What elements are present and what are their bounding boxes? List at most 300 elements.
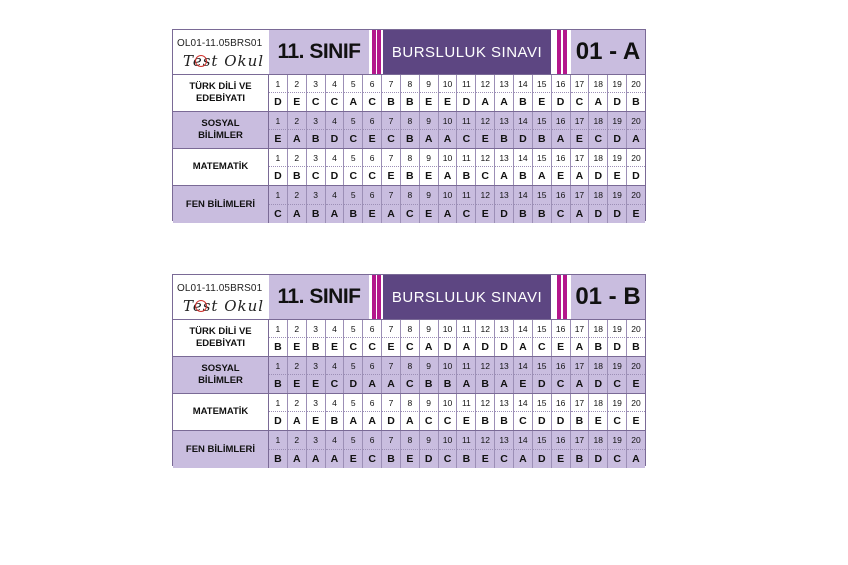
answer-cell: D	[420, 450, 439, 469]
question-number: 10	[439, 149, 458, 167]
answer-cell: C	[307, 167, 326, 185]
question-number: 19	[608, 149, 627, 167]
answer-key-card-b	[172, 274, 646, 466]
subject-name-line: TÜRK DİLİ VE	[189, 326, 252, 337]
answer-grid	[269, 112, 645, 148]
answer-cell: C	[495, 450, 514, 469]
question-number: 17	[571, 431, 590, 450]
subject-name	[173, 320, 269, 356]
answer-cell: B	[269, 375, 288, 393]
answer-cell: D	[269, 412, 288, 430]
answer-row	[269, 93, 645, 111]
code-box	[173, 275, 270, 319]
question-number: 12	[476, 186, 495, 205]
subject-name-line: FEN BİLİMLERİ	[185, 443, 256, 455]
question-number: 9	[420, 112, 439, 130]
answer-cell: E	[382, 338, 401, 356]
answer-cell: A	[363, 375, 382, 393]
question-number: 15	[533, 186, 552, 205]
answer-cell: B	[495, 412, 514, 430]
divider-stripe	[372, 30, 376, 74]
answer-cell: C	[344, 338, 363, 356]
subject-name	[173, 75, 269, 111]
answer-cell: A	[288, 450, 307, 469]
answer-cell: E	[476, 130, 495, 148]
question-number: 12	[476, 112, 495, 130]
logo-ring-icon	[195, 300, 207, 312]
question-number: 10	[439, 75, 458, 93]
answer-cell: E	[608, 167, 627, 185]
subject-row	[173, 149, 645, 186]
answer-cell: C	[552, 375, 571, 393]
answer-cell: C	[514, 412, 533, 430]
question-number-row	[269, 320, 645, 338]
question-number: 8	[401, 149, 420, 167]
answer-cell: C	[608, 412, 627, 430]
subject-name	[173, 112, 269, 148]
answer-key-card-a	[172, 29, 646, 221]
question-number: 12	[476, 431, 495, 450]
answer-grid	[269, 149, 645, 185]
question-number: 4	[326, 394, 345, 412]
subject-name-line: SOSYAL	[201, 363, 240, 374]
answer-row	[269, 167, 645, 185]
answer-cell: A	[589, 93, 608, 111]
question-number: 2	[288, 320, 307, 338]
answer-cell: E	[363, 130, 382, 148]
question-number: 19	[608, 320, 627, 338]
answer-cell: C	[326, 375, 345, 393]
answer-cell: E	[632, 415, 640, 427]
question-number: 13	[495, 357, 514, 375]
question-number: 3	[307, 357, 326, 375]
answer-cell: A	[571, 205, 590, 224]
school-logo: Test Okul	[183, 52, 265, 70]
question-number: 18	[589, 320, 608, 338]
question-number: 1	[269, 320, 288, 338]
answer-cell: E	[307, 375, 326, 393]
question-number: 5	[344, 112, 363, 130]
answer-cell: D	[608, 130, 627, 148]
question-number: 12	[476, 394, 495, 412]
question-number: 8	[401, 431, 420, 450]
question-number: 2	[288, 186, 307, 205]
answer-cell: C	[457, 130, 476, 148]
question-number: 14	[514, 112, 533, 130]
question-number: 13	[495, 112, 514, 130]
question-number: 9	[420, 320, 439, 338]
answer-cell: B	[514, 205, 533, 224]
answer-cell: E	[288, 338, 307, 356]
answer-cell: C	[439, 450, 458, 469]
question-number: 14	[514, 149, 533, 167]
answer-cell: A	[439, 130, 458, 148]
subject-name	[173, 431, 269, 468]
question-number: 10	[439, 112, 458, 130]
question-number: 8	[401, 394, 420, 412]
question-number: 13	[495, 75, 514, 93]
answer-cell: E	[420, 205, 439, 224]
question-number: 3	[307, 75, 326, 93]
answer-cell: A	[632, 133, 640, 145]
question-number: 12	[476, 320, 495, 338]
divider-stripe	[377, 275, 381, 319]
answer-cell: B	[307, 338, 326, 356]
card-header	[173, 30, 645, 75]
answer-cell: C	[344, 130, 363, 148]
answer-cell: E	[476, 450, 495, 469]
subject-row	[173, 112, 645, 149]
question-number: 5	[344, 149, 363, 167]
answer-cell: A	[571, 375, 590, 393]
answer-cell: D	[608, 338, 627, 356]
answer-cell: D	[608, 205, 627, 224]
subject-row	[173, 357, 645, 394]
question-number: 17	[571, 112, 590, 130]
question-number: 4	[326, 431, 345, 450]
question-number: 10	[439, 431, 458, 450]
answer-cell: A	[495, 375, 514, 393]
question-number: 1	[269, 357, 288, 375]
answer-cell: D	[344, 375, 363, 393]
question-number: 3	[307, 186, 326, 205]
booklet-code: OL01-11.05BRS01	[177, 38, 263, 49]
answer-cell: A	[288, 205, 307, 224]
subject-row	[173, 394, 645, 431]
booklet-type: 01 - A	[571, 30, 645, 74]
answer-grid	[269, 186, 645, 223]
answer-cell: B	[514, 167, 533, 185]
question-number-row	[269, 149, 645, 167]
grade-label: 11. SINIF	[269, 30, 369, 74]
question-number: 9	[420, 75, 439, 93]
answer-cell: C	[363, 167, 382, 185]
question-number: 19	[608, 186, 627, 205]
question-number: 20	[627, 75, 645, 93]
answer-cell: A	[382, 375, 401, 393]
question-number: 7	[382, 394, 401, 412]
subject-rows	[173, 320, 645, 468]
answer-cell: A	[552, 130, 571, 148]
answer-cell: C	[401, 338, 420, 356]
question-number: 8	[401, 186, 420, 205]
answer-row	[269, 412, 645, 430]
answer-cell: C	[401, 375, 420, 393]
question-number: 16	[552, 112, 571, 130]
question-number: 7	[382, 186, 401, 205]
answer-cell: A	[420, 130, 439, 148]
question-number: 16	[552, 320, 571, 338]
answer-cell: A	[514, 450, 533, 469]
school-logo: Test Okul	[183, 297, 265, 315]
answer-row	[269, 338, 645, 356]
answer-cell: B	[307, 130, 326, 148]
question-number: 3	[307, 431, 326, 450]
answer-cell: A	[382, 205, 401, 224]
question-number: 9	[420, 186, 439, 205]
question-number: 16	[552, 357, 571, 375]
answer-cell: D	[533, 450, 552, 469]
question-number: 12	[476, 357, 495, 375]
answer-cell: A	[495, 93, 514, 111]
answer-cell: A	[439, 167, 458, 185]
question-number: 6	[363, 186, 382, 205]
answer-cell: E	[288, 375, 307, 393]
answer-grid	[269, 357, 645, 393]
answer-cell: E	[476, 205, 495, 224]
question-number: 5	[344, 320, 363, 338]
answer-cell: B	[401, 167, 420, 185]
booklet-type: 01 - B	[571, 275, 645, 319]
question-number: 17	[571, 394, 590, 412]
question-number: 20	[627, 394, 645, 412]
question-number: 18	[589, 149, 608, 167]
question-number: 7	[382, 75, 401, 93]
question-number: 4	[326, 112, 345, 130]
subject-name	[173, 357, 269, 393]
question-number: 6	[363, 357, 382, 375]
answer-cell: A	[307, 450, 326, 469]
question-number: 6	[363, 75, 382, 93]
question-number: 12	[476, 75, 495, 93]
logo-ring-icon	[195, 55, 207, 67]
question-number: 18	[589, 112, 608, 130]
question-number: 13	[495, 186, 514, 205]
question-number: 20	[627, 186, 645, 205]
answer-cell: A	[533, 167, 552, 185]
answer-cell: B	[288, 167, 307, 185]
question-number: 6	[363, 320, 382, 338]
answer-cell: B	[533, 205, 552, 224]
answer-cell: A	[344, 412, 363, 430]
divider-stripe	[557, 30, 561, 74]
answer-cell: D	[552, 93, 571, 111]
question-number: 17	[571, 320, 590, 338]
code-box	[173, 30, 270, 74]
answer-cell: B	[457, 450, 476, 469]
answer-cell: B	[439, 375, 458, 393]
question-number: 14	[514, 357, 533, 375]
answer-cell: A	[439, 205, 458, 224]
answer-cell: B	[476, 412, 495, 430]
question-number: 2	[288, 112, 307, 130]
answer-cell: D	[439, 338, 458, 356]
answer-cell: E	[344, 450, 363, 469]
question-number: 9	[420, 394, 439, 412]
question-number-row	[269, 431, 645, 450]
answer-cell: C	[326, 93, 345, 111]
answer-cell: C	[571, 93, 590, 111]
answer-cell: E	[632, 378, 640, 390]
question-number: 1	[269, 75, 288, 93]
question-number: 5	[344, 75, 363, 93]
answer-cell: A	[401, 412, 420, 430]
subject-row	[173, 431, 645, 468]
question-number: 17	[571, 149, 590, 167]
question-number: 11	[457, 357, 476, 375]
question-number: 17	[571, 75, 590, 93]
question-number: 16	[552, 394, 571, 412]
question-number: 4	[326, 149, 345, 167]
booklet-code: OL01-11.05BRS01	[177, 283, 263, 294]
answer-cell: A	[495, 167, 514, 185]
question-number: 3	[307, 320, 326, 338]
question-number: 3	[307, 394, 326, 412]
answer-grid	[269, 394, 645, 430]
answer-cell: B	[571, 450, 590, 469]
divider-stripe	[563, 30, 567, 74]
question-number: 18	[589, 394, 608, 412]
question-number: 7	[382, 149, 401, 167]
answer-cell: D	[495, 338, 514, 356]
question-number: 5	[344, 431, 363, 450]
answer-cell: A	[363, 412, 382, 430]
question-number-row	[269, 75, 645, 93]
answer-cell: E	[363, 205, 382, 224]
question-number: 2	[288, 431, 307, 450]
answer-cell: C	[608, 375, 627, 393]
answer-cell: A	[632, 452, 640, 465]
answer-cell: C	[363, 93, 382, 111]
question-number: 14	[514, 186, 533, 205]
question-number: 18	[589, 75, 608, 93]
answer-cell: E	[420, 167, 439, 185]
question-number: 20	[627, 320, 645, 338]
subject-name	[173, 394, 269, 430]
question-number: 5	[344, 186, 363, 205]
question-number: 19	[608, 431, 627, 450]
question-number: 16	[552, 75, 571, 93]
question-number: 12	[476, 149, 495, 167]
answer-cell: B	[533, 130, 552, 148]
question-number: 20	[627, 112, 645, 130]
question-number: 7	[382, 431, 401, 450]
subject-name-line: MATEMATİK	[192, 161, 249, 172]
question-number: 13	[495, 149, 514, 167]
question-number: 15	[533, 431, 552, 450]
answer-cell: D	[476, 338, 495, 356]
answer-cell: A	[476, 93, 495, 111]
answer-cell: C	[269, 205, 288, 224]
card-header	[173, 275, 645, 320]
question-number: 11	[457, 112, 476, 130]
divider-stripe	[372, 275, 376, 319]
answer-cell: B	[382, 450, 401, 469]
question-number-row	[269, 357, 645, 375]
subject-row	[173, 320, 645, 357]
question-number: 1	[269, 394, 288, 412]
question-number: 14	[514, 394, 533, 412]
question-number: 19	[608, 357, 627, 375]
question-number: 1	[269, 431, 288, 450]
subject-name-line: EDEBİYATI	[195, 93, 246, 104]
answer-cell: C	[344, 167, 363, 185]
answer-cell: A	[514, 338, 533, 356]
question-number: 19	[608, 394, 627, 412]
answer-cell: E	[288, 93, 307, 111]
answer-cell: C	[439, 412, 458, 430]
answer-cell: E	[552, 338, 571, 356]
answer-cell: B	[589, 338, 608, 356]
answer-cell: D	[589, 205, 608, 224]
question-number: 18	[589, 186, 608, 205]
answer-cell: D	[533, 412, 552, 430]
question-number: 10	[439, 186, 458, 205]
answer-cell: D	[326, 167, 345, 185]
answer-grid	[269, 75, 645, 111]
question-number: 1	[269, 186, 288, 205]
subject-name-line: BİLİMLER	[198, 130, 243, 141]
question-number: 11	[457, 149, 476, 167]
question-number-row	[269, 112, 645, 130]
answer-cell: D	[269, 167, 288, 185]
subject-name	[173, 186, 269, 223]
question-number: 9	[420, 357, 439, 375]
answer-cell: A	[571, 338, 590, 356]
question-number: 15	[533, 112, 552, 130]
answer-cell: D	[457, 93, 476, 111]
question-number: 11	[457, 394, 476, 412]
answer-cell: B	[307, 205, 326, 224]
answer-cell: B	[632, 96, 640, 108]
question-number: 6	[363, 394, 382, 412]
answer-cell: B	[514, 93, 533, 111]
subject-name-line: SOSYAL	[201, 118, 240, 129]
answer-cell: B	[457, 167, 476, 185]
question-number: 10	[439, 357, 458, 375]
answer-cell: C	[363, 450, 382, 469]
answer-cell: B	[495, 130, 514, 148]
answer-row	[269, 450, 645, 469]
question-number: 6	[363, 149, 382, 167]
answer-cell: A	[288, 412, 307, 430]
question-number: 2	[288, 394, 307, 412]
answer-cell: D	[589, 167, 608, 185]
answer-cell: C	[420, 412, 439, 430]
answer-cell: C	[476, 167, 495, 185]
question-number: 6	[363, 431, 382, 450]
question-number: 1	[269, 149, 288, 167]
question-number: 3	[307, 112, 326, 130]
question-number: 14	[514, 320, 533, 338]
question-number: 19	[608, 112, 627, 130]
answer-cell: B	[326, 412, 345, 430]
question-number: 18	[589, 357, 608, 375]
answer-cell: B	[632, 341, 640, 353]
answer-cell: C	[457, 205, 476, 224]
question-number: 1	[269, 112, 288, 130]
answer-cell: E	[307, 412, 326, 430]
answer-cell: D	[326, 130, 345, 148]
question-number: 20	[627, 149, 645, 167]
question-number: 15	[533, 75, 552, 93]
answer-cell: E	[457, 412, 476, 430]
answer-cell: B	[344, 205, 363, 224]
answer-cell: B	[401, 130, 420, 148]
answer-row	[269, 205, 645, 224]
answer-row	[269, 375, 645, 393]
answer-cell: D	[533, 375, 552, 393]
question-number: 17	[571, 186, 590, 205]
answer-cell: B	[401, 93, 420, 111]
question-number: 2	[288, 75, 307, 93]
answer-cell: E	[326, 338, 345, 356]
answer-cell: C	[363, 338, 382, 356]
question-number: 20	[627, 357, 645, 375]
question-number: 16	[552, 186, 571, 205]
question-number: 13	[495, 320, 514, 338]
answer-cell: E	[514, 375, 533, 393]
